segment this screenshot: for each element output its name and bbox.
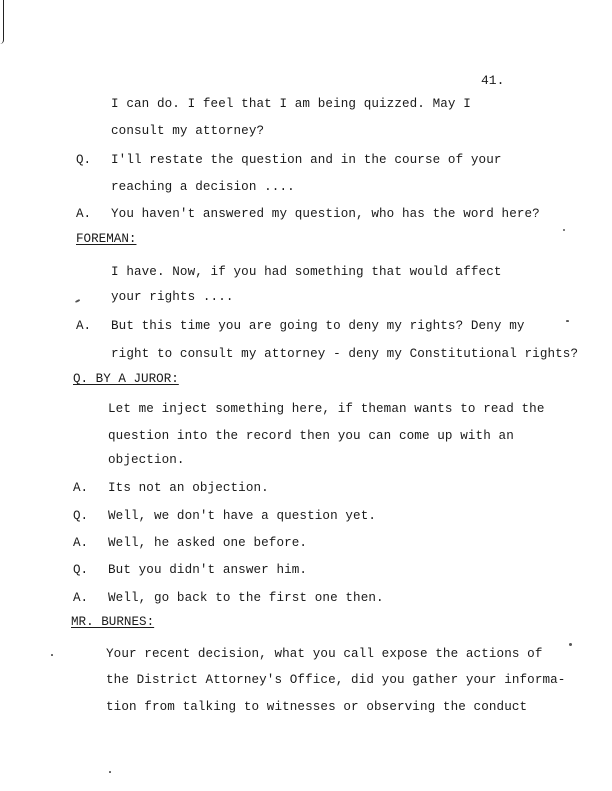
scan-speck xyxy=(569,643,572,646)
transcript-line: objection. xyxy=(108,453,185,467)
scan-speck xyxy=(566,320,569,322)
transcript-line: Well, he asked one before. xyxy=(108,536,308,550)
transcript-line: question into the record then you can come up with an xyxy=(108,429,514,443)
transcript-line: consult my attorney? xyxy=(111,124,265,138)
transcript-line: right to consult my attorney - deny my Constitutional rights? xyxy=(111,347,579,361)
speaker-heading: MR. BURNES: xyxy=(71,615,155,629)
speaker-heading: Q. BY A JUROR: xyxy=(73,372,179,386)
page-edge-mark xyxy=(0,0,4,44)
transcript-line: the District Attorney's Office, did you gather your informa- xyxy=(106,673,566,687)
answer-marker: A. xyxy=(76,207,92,221)
answer-marker: A. xyxy=(73,591,89,605)
answer-marker: A. xyxy=(73,536,89,550)
transcript-line: Well, go back to the first one then. xyxy=(108,591,384,605)
transcript-line: your rights .... xyxy=(111,290,234,304)
scan-speck xyxy=(75,299,80,302)
transcript-line: Let me inject something here, if theman wants to read the xyxy=(108,402,545,416)
transcript-line: You haven't answered my question, who has the word here? xyxy=(111,207,540,221)
scan-speck xyxy=(563,229,565,231)
transcript-line: But this time you are going to deny my rights? Deny my xyxy=(111,319,525,333)
transcript-line: I have. Now, if you had something that would affect xyxy=(111,265,502,279)
transcript-line: But you didn't answer him. xyxy=(108,563,308,577)
scan-speck xyxy=(51,654,53,656)
question-marker: Q. xyxy=(73,509,89,523)
question-marker: Q. xyxy=(76,153,92,167)
answer-marker: A. xyxy=(76,319,92,333)
transcript-line: reaching a decision .... xyxy=(111,180,295,194)
transcript-line: I can do. I feel that I am being quizzed. May I xyxy=(111,97,471,111)
transcript-line: Its not an objection. xyxy=(108,481,269,495)
transcript-line: Well, we don't have a question yet. xyxy=(108,509,377,523)
transcript-line: tion from talking to witnesses or observing the conduct xyxy=(106,700,528,714)
scan-speck xyxy=(109,771,111,773)
speaker-heading: FOREMAN: xyxy=(76,232,137,246)
question-marker: Q. xyxy=(73,563,89,577)
answer-marker: A. xyxy=(73,481,89,495)
transcript-line: I'll restate the question and in the course of your xyxy=(111,153,502,167)
transcript-line: Your recent decision, what you call expose the actions of xyxy=(106,647,543,661)
page-number: 41. xyxy=(481,73,505,88)
